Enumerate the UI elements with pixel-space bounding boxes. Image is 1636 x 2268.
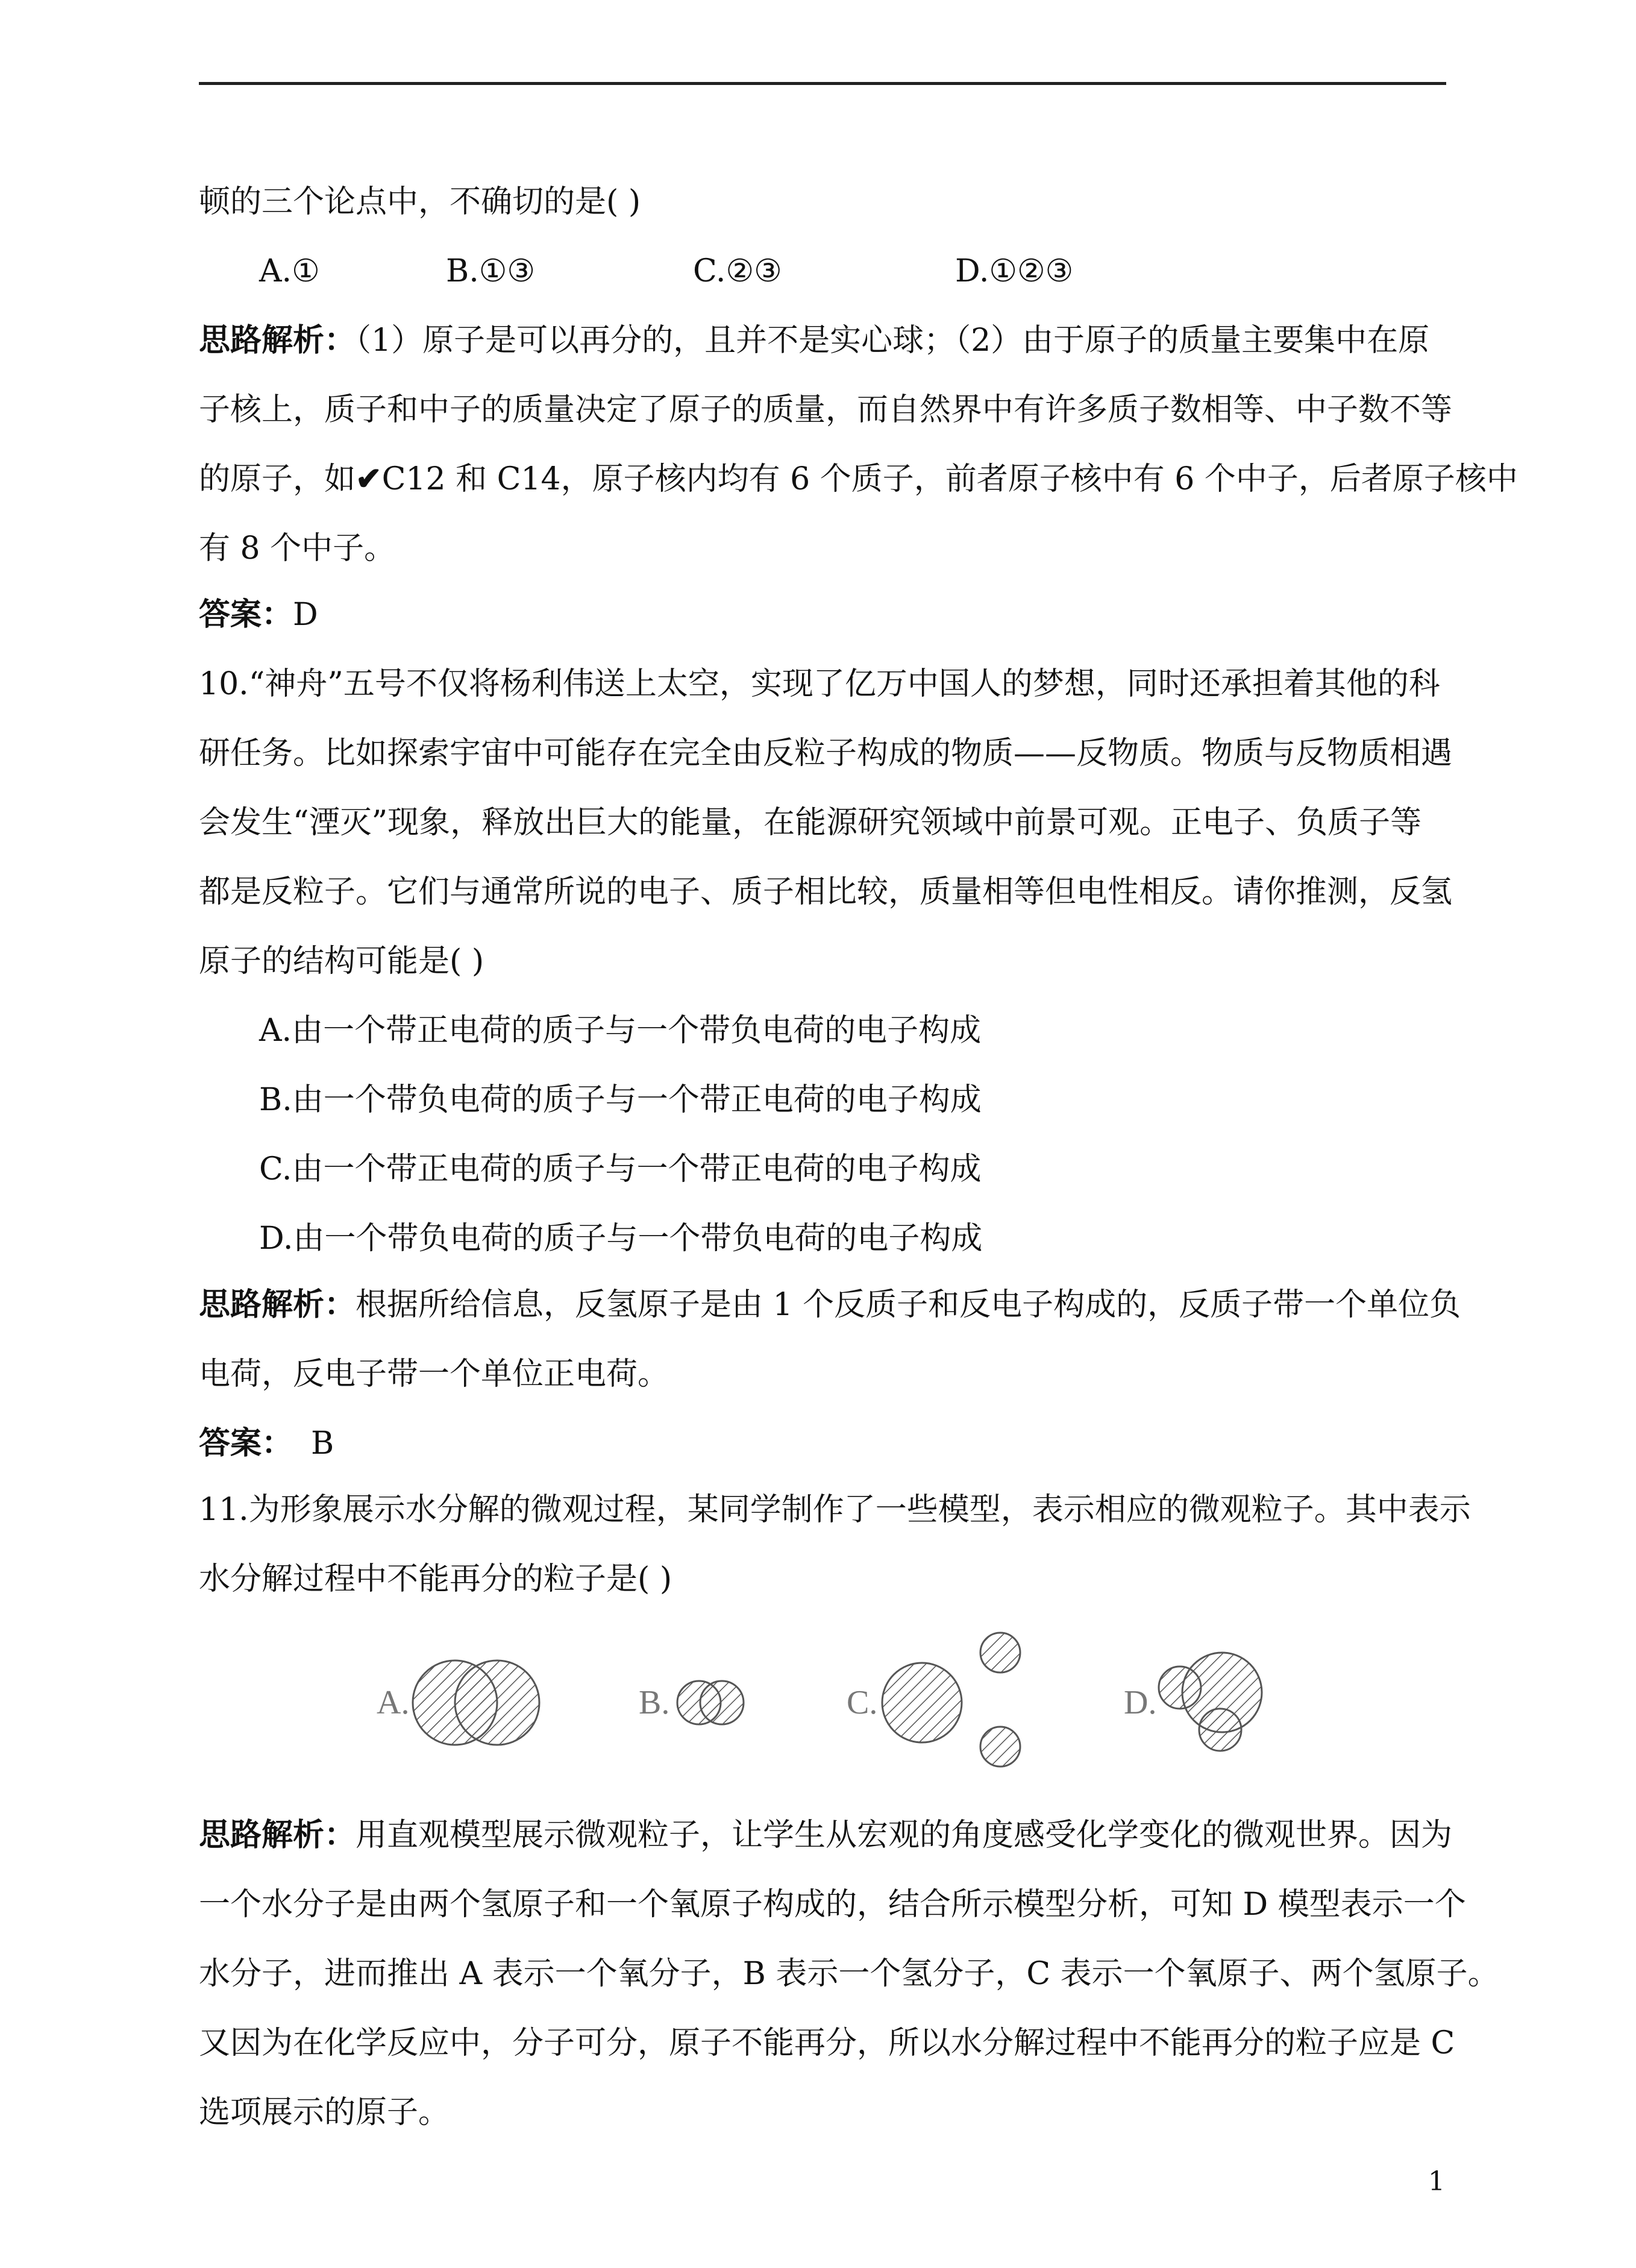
page-number: 1 bbox=[1428, 2166, 1445, 2197]
q11-analysis-line-3: 水分子，进而推出 A 表示一个氧分子，B 表示一个氢分子，C 表示一个氧原子、两个氢原子。 bbox=[199, 1956, 1499, 1992]
q10-option-b: B.由一个带负电荷的质子与一个带正电荷的电子构成 bbox=[259, 1082, 982, 1118]
q10-stem-line-4: 都是反粒子。它们与通常所说的电子、质子相比较，质量相等但电性相反。请你推测，反氢 bbox=[199, 874, 1453, 910]
analysis-label: 思路解析： bbox=[199, 1817, 356, 1853]
q9-option-a: A.① bbox=[259, 253, 320, 289]
figure-label-a: A. bbox=[377, 1684, 410, 1721]
answer-value: B bbox=[311, 1425, 334, 1462]
q9-option-d: D.①②③ bbox=[955, 253, 1074, 289]
q11-stem-line-1: 11.为形象展示水分解的微观过程，某同学制作了一些模型，表示相应的微观粒子。其中表示 bbox=[199, 1492, 1471, 1528]
analysis-text: 根据所给信息，反氢原子是由 1 个反质子和反电子构成的，反质子带一个单位负 bbox=[356, 1287, 1461, 1323]
q10-stem-line-2: 研任务。比如探索宇宙中可能存在完全由反粒子构成的物质——反物质。物质与反物质相遇 bbox=[199, 735, 1453, 771]
answer-label: 答案： bbox=[199, 1425, 293, 1462]
q10-stem-line-5: 原子的结构可能是( ) bbox=[199, 943, 484, 979]
analysis-text: （1）原子是可以再分的，且并不是实心球；（2）由于原子的质量主要集中在原 bbox=[356, 322, 1430, 359]
large-atom bbox=[455, 1660, 539, 1745]
q10-option-c: C.由一个带正电荷的质子与一个带正电荷的电子构成 bbox=[259, 1151, 982, 1187]
answer-value: D bbox=[293, 597, 318, 633]
figure-label-d: D. bbox=[1124, 1684, 1157, 1721]
checkmark-icon: ✔ bbox=[356, 460, 382, 497]
small-atom bbox=[1199, 1709, 1241, 1751]
small-atom bbox=[980, 1727, 1020, 1767]
figure-label-c: C. bbox=[847, 1684, 878, 1721]
q9-analysis-line-4: 有 8 个中子。 bbox=[199, 530, 396, 567]
q9-analysis-line-2: 子核上，质子和中子的质量决定了原子的质量，而自然界中有许多质子数相等、中子数不等 bbox=[199, 392, 1453, 428]
q11-analysis-line-1 bbox=[199, 1817, 1452, 1853]
q10-stem-line-1: 10.“神舟”五号不仅将杨利伟送上太空，实现了亿万中国人的梦想，同时还承担着其他的科 bbox=[199, 666, 1440, 702]
q10-analysis-line-2: 电荷，反电子带一个单位正电荷。 bbox=[199, 1356, 669, 1392]
large-atom bbox=[882, 1663, 962, 1742]
model-b-molecule bbox=[677, 1681, 744, 1724]
analysis-text: 用直观模型展示微观粒子，让学生从宏观的角度感受化学变化的微观世界。因为 bbox=[356, 1817, 1453, 1853]
q10-option-a: A.由一个带正电荷的质子与一个带负电荷的电子构成 bbox=[259, 1013, 982, 1049]
q11-analysis-line-2: 一个水分子是由两个氢原子和一个氧原子构成的，结合所示模型分析，可知 D 模型表示一个 bbox=[199, 1886, 1466, 1923]
q11-stem-line-2: 水分解过程中不能再分的粒子是( ) bbox=[199, 1561, 672, 1597]
model-a-molecule bbox=[413, 1660, 539, 1745]
q11-analysis-line-4: 又因为在化学反应中，分子可分，原子不能再分，所以水分解过程中不能再分的粒子应是 C bbox=[199, 2025, 1455, 2061]
q9-option-b: B.①③ bbox=[446, 253, 535, 289]
model-c-atoms bbox=[882, 1633, 1020, 1767]
small-atom bbox=[700, 1681, 744, 1724]
small-atom bbox=[980, 1633, 1020, 1673]
analysis-label: 思路解析： bbox=[199, 322, 356, 359]
q10-option-d: D.由一个带负电荷的质子与一个带负电荷的电子构成 bbox=[259, 1220, 983, 1257]
q11-analysis-line-5: 选项展示的原子。 bbox=[199, 2094, 450, 2131]
analysis-text: C12 和 C14，原子核内均有 6 个质子，前者原子核中有 6 个中子，后者原子核中 bbox=[381, 461, 1518, 497]
q10-stem-line-3: 会发生“湮灭”现象，释放出巨大的能量，在能源研究领域中前景可观。正电子、负质子等 bbox=[199, 805, 1422, 841]
figure-label-b: B. bbox=[639, 1684, 670, 1721]
answer-label: 答案： bbox=[199, 596, 293, 633]
q9-option-c: C.②③ bbox=[693, 253, 782, 289]
q9-stem-tail: 顿的三个论点中，不确切的是( ) bbox=[199, 184, 641, 220]
analysis-text: 的原子，如 bbox=[199, 461, 356, 497]
small-atom bbox=[1159, 1666, 1201, 1709]
analysis-label: 思路解析： bbox=[199, 1286, 356, 1323]
model-d-molecule bbox=[1159, 1653, 1262, 1751]
